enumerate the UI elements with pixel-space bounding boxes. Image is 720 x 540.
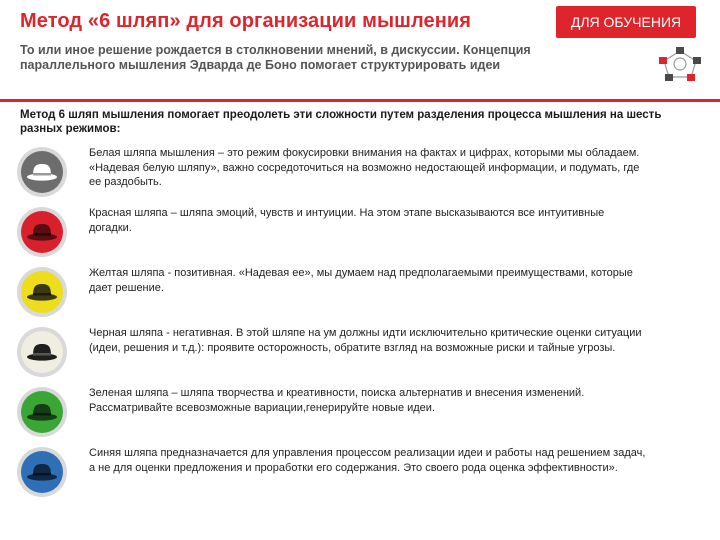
black-hat-icon — [16, 326, 68, 378]
training-badge: ДЛЯ ОБУЧЕНИЯ — [556, 6, 696, 38]
hat-description-line: Черная шляпа - негативная. В этой шляпе на ум должны идти исключительно критические оценки ситуации — [89, 327, 642, 339]
header-divider — [0, 99, 720, 102]
white-hat-icon — [16, 146, 68, 198]
hat-description-line: ее раздобыть. — [89, 176, 162, 188]
hat-row-white — [16, 146, 706, 198]
hat-description-line: Зеленая шляпа – шляпа творчества и креативности, поиска альтернатив и внесения изменений. — [89, 387, 585, 399]
hat-description-line: «Надевая белую шляпу», важно сосредоточиться на возможно недостающей информации, и подумать, где — [89, 161, 640, 174]
subtitle-line: параллельного мышления Эдварда де Боно помогает структурировать идеи — [20, 58, 501, 72]
page-title: Метод «6 шляп» для организации мышления — [20, 10, 472, 32]
hat-description — [89, 146, 699, 190]
hat-row-yellow — [16, 266, 706, 318]
subtitle-line: То или иное решение рождается в столкновении мнений, в дискуссии. Концепция — [20, 43, 531, 57]
hat-row-green — [16, 386, 706, 438]
hat-description-line: дает решение. — [89, 281, 164, 294]
green-hat-icon — [16, 386, 68, 438]
hat-row-red — [16, 206, 706, 258]
hat-description-line: догадки. — [89, 221, 132, 234]
hat-description-line: Синяя шляпа предназначается для управления процессом реализации идеи и работы над решением задач, — [89, 447, 646, 459]
hat-row-black — [16, 326, 706, 378]
hat-description-line: Желтая шляпа - позитивная. «Надевая ее», мы думаем над предполагаемыми преимуществами, которые — [89, 267, 633, 279]
hat-description-line: а не для оценки предложения и проработки его содержания. Это своего рода оценка эффективности». — [89, 461, 618, 474]
red-hat-icon — [16, 206, 68, 258]
intro-line: Метод 6 шляп мышления помогает преодолеть эти сложности путем разделения процесса мышления на шесть — [20, 109, 662, 121]
intro-text — [20, 108, 700, 136]
hat-description — [89, 266, 699, 295]
hat-description — [89, 326, 699, 355]
hat-row-blue — [16, 446, 706, 498]
blue-hat-icon — [16, 446, 68, 498]
hat-description-line: (идеи, решения и т.д.): проявите осторожность, обратите взгляд на возможные риски и тайные угрозы. — [89, 341, 616, 354]
page-subtitle — [20, 43, 640, 73]
hat-description — [89, 206, 699, 235]
hat-description — [89, 446, 699, 475]
hat-description-line: Красная шляпа – шляпа эмоций, чувств и интуиции. На этом этапе высказываются все интуитивные — [89, 207, 605, 219]
yellow-hat-icon — [16, 266, 68, 318]
network-logo-icon — [656, 44, 704, 84]
hat-description-line: Рассматривайте всевозможные вариации,генерируйте новые идеи. — [89, 401, 435, 414]
hat-description-line: Белая шляпа мышления – это режим фокусировки внимания на фактах и цифрах, которыми мы обладаем. — [89, 147, 640, 159]
intro-line: разных режимов: — [20, 123, 121, 135]
hat-description — [89, 386, 699, 415]
